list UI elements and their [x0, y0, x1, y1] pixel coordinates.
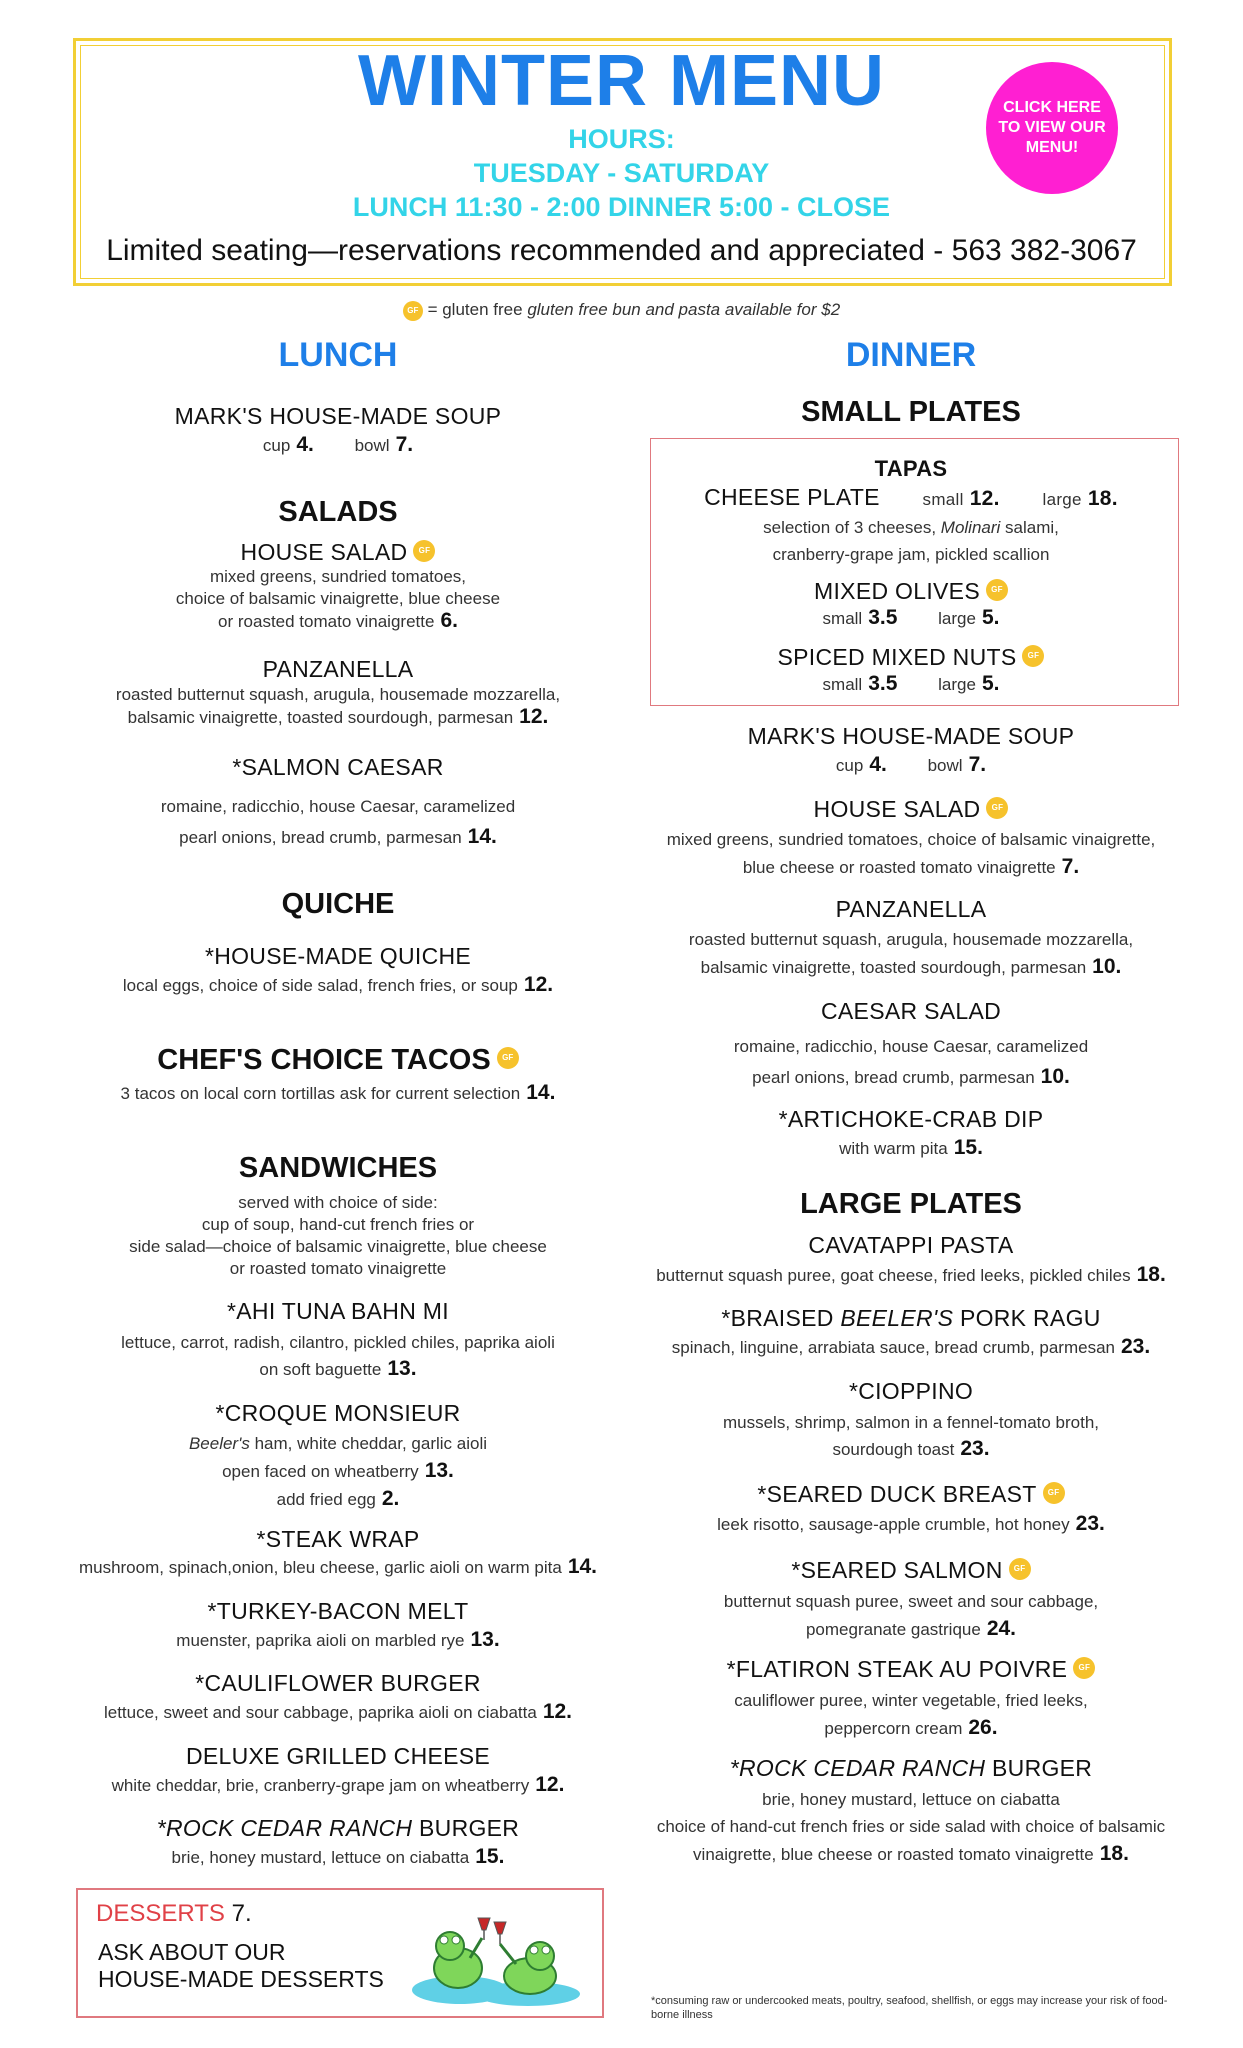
lunch-soup-name: MARK'S HOUSE-MADE SOUP	[174, 403, 502, 429]
duck-breast-desc: leek risotto, sausage-apple crumble, hot honey 23.	[717, 1512, 1105, 1535]
caesar-salad-desc: romaine, radicchio, house Caesar, caramelized pearl onions, bread crumb, parmesan 10.	[733, 1037, 1089, 1088]
grilled-cheese-desc: white cheddar, brie, cranberry-grape jam on wheatberry 12.	[111, 1773, 565, 1796]
quiche-heading: QUICHE	[281, 888, 395, 920]
view-menu-button[interactable]: CLICK HERE TO VIEW OUR MENU!	[986, 62, 1118, 194]
sandwiches-heading: SANDWICHES	[238, 1152, 438, 1184]
dinner-heading: DINNER	[845, 336, 977, 374]
desserts-text: ASK ABOUT OUR HOUSE-MADE DESSERTS	[98, 1939, 384, 1992]
gluten-free-icon: GF	[403, 301, 423, 321]
gluten-free-icon: GF	[1009, 1558, 1031, 1580]
lunch-house-salad-desc: mixed greens, sundried tomatoes, choice of balsamic vinaigrette, blue cheese or roasted tomato vinaigrette 6.	[175, 567, 501, 632]
lunch-panzanella-desc: roasted butternut squash, arugula, housemade mozzarella, balsamic vinaigrette, toasted sourdough, parmesan 12.	[115, 685, 561, 728]
caesar-salad-name: CAESAR SALAD	[821, 998, 1001, 1024]
seared-salmon-desc: butternut squash puree, sweet and sour cabbage, pomegranate gastrique 24.	[723, 1592, 1099, 1640]
food-safety-footnote: *consuming raw or undercooked meats, poultry, seafood, shellfish, or eggs may increase your risk of food-borne illness	[651, 1995, 1168, 2021]
gluten-free-icon: GF	[1073, 1657, 1095, 1679]
cheese-plate-line: CHEESE PLATE small 12. large 18.	[704, 484, 1118, 510]
page-title: WINTER MENU	[358, 41, 885, 121]
dinner-rock-burger-desc: brie, honey mustard, lettuce on ciabatta choice of hand-cut french fries or side salad with choice of balsamic vinaigrette, blue cheese or roasted tomato vinaigrette 18.	[656, 1790, 1166, 1865]
lunch-rock-burger-name: *ROCK CEDAR RANCH BURGER	[156, 1815, 520, 1841]
salmon-caesar-name: *SALMON CAESAR	[232, 754, 444, 780]
tacos-desc: 3 tacos on local corn tortillas ask for current selection 14.	[120, 1081, 556, 1104]
large-plates-heading: LARGE PLATES	[800, 1188, 1022, 1220]
duck-breast-name: *SEARED DUCK BREAST GF	[648, 1481, 1174, 1508]
tacos-heading: CHEF'S CHOICE TACOS GF	[84, 1044, 592, 1077]
turkey-melt-name: *TURKEY-BACON MELT	[207, 1598, 469, 1624]
cavatappi-desc: butternut squash puree, goat cheese, fried leeks, pickled chiles 18.	[656, 1263, 1166, 1286]
crab-dip-desc: with warm pita 15.	[839, 1136, 983, 1159]
ahi-tuna-name: *AHI TUNA BAHN MI	[227, 1298, 449, 1324]
small-plates-heading: SMALL PLATES	[801, 396, 1021, 428]
cheese-plate-desc: selection of 3 cheeses, Molinari salami, cranberry-grape jam, pickled scallion	[763, 518, 1059, 564]
dinner-house-salad-name: HOUSE SALAD GF	[648, 796, 1174, 823]
reservation-note: Limited seating—reservations recommended and appreciated - 563 382-3067	[106, 234, 1137, 267]
gf-label: = gluten free	[427, 300, 523, 319]
turkey-melt-desc: muenster, paprika aioli on marbled rye 13.	[176, 1628, 500, 1651]
mixed-nuts-name: SPICED MIXED NUTS GF	[648, 644, 1174, 671]
salads-heading: SALADS	[278, 496, 398, 528]
dinner-house-salad-desc: mixed greens, sundried tomatoes, choice of balsamic vinaigrette, blue cheese or roasted tomato vinaigrette 7.	[666, 830, 1156, 878]
dinner-rock-burger-name: *ROCK CEDAR RANCH BURGER	[729, 1755, 1093, 1781]
dinner-soup-name: MARK'S HOUSE-MADE SOUP	[747, 723, 1075, 749]
hours-label: HOURS:	[568, 124, 675, 154]
gluten-free-legend	[0, 300, 1243, 321]
grilled-cheese-name: DELUXE GRILLED CHEESE	[185, 1743, 491, 1769]
croque-name: *CROQUE MONSIEUR	[215, 1400, 461, 1426]
gluten-free-icon: GF	[986, 797, 1008, 819]
gluten-free-icon: GF	[1022, 645, 1044, 667]
cioppino-desc: mussels, shrimp, salmon in a fennel-tomato broth, sourdough toast 23.	[722, 1413, 1100, 1460]
crab-dip-name: *ARTICHOKE-CRAB DIP	[778, 1106, 1044, 1132]
gf-note: gluten free bun and pasta available for $2	[527, 300, 841, 319]
cauliflower-burger-name: *CAULIFLOWER BURGER	[195, 1670, 481, 1696]
gluten-free-icon: GF	[986, 579, 1008, 601]
mixed-olives-prices: small 3.5 large 5.	[822, 606, 1000, 629]
lunch-heading: LUNCH	[278, 336, 398, 374]
mixed-nuts-prices: small 3.5 large 5.	[822, 672, 1000, 695]
steak-wrap-desc: mushroom, spinach,onion, bleu cheese, garlic aioli on warm pita 14.	[78, 1555, 598, 1578]
cauliflower-burger-desc: lettuce, sweet and sour cabbage, paprika aioli on ciabatta 12.	[103, 1700, 573, 1723]
hours-days: TUESDAY - SATURDAY	[473, 158, 770, 188]
lunch-panzanella-name: PANZANELLA	[262, 656, 414, 682]
ahi-tuna-desc: lettuce, carrot, radish, cilantro, pickled chiles, paprika aioli on soft baguette 13.	[121, 1333, 555, 1380]
croque-desc: Beeler's ham, white cheddar, garlic aioli open faced on wheatberry 13. add fried egg 2.	[188, 1434, 488, 1510]
frogs-toasting-wine-illustration	[400, 1898, 590, 2008]
gluten-free-icon: GF	[413, 540, 435, 562]
mixed-olives-name: MIXED OLIVES GF	[648, 578, 1174, 605]
cavatappi-name: CAVATAPPI PASTA	[808, 1232, 1014, 1258]
desserts-title: DESSERTS 7.	[96, 1900, 252, 1927]
dinner-panzanella-desc: roasted butternut squash, arugula, housemade mozzarella, balsamic vinaigrette, toasted sourdough, parmesan 10.	[688, 930, 1134, 978]
cioppino-name: *CIOPPINO	[848, 1378, 974, 1404]
gluten-free-icon: GF	[497, 1047, 519, 1069]
quiche-desc: local eggs, choice of side salad, french fries, or soup 12.	[122, 973, 554, 996]
lunch-house-salad-name: HOUSE SALAD GF	[84, 539, 592, 566]
steak-wrap-name: *STEAK WRAP	[256, 1526, 420, 1552]
dinner-soup-prices: cup 4. bowl 7.	[835, 753, 987, 776]
sandwich-side-note: served with choice of side: cup of soup, hand-cut french fries or side salad—choice of balsamic vinaigrette, blue cheese or roasted tomato vinaigrette	[129, 1193, 547, 1278]
lunch-rock-burger-desc: brie, honey mustard, lettuce on ciabatta 15.	[171, 1845, 505, 1868]
salmon-caesar-desc: romaine, radicchio, house Caesar, caramelized pearl onions, bread crumb, parmesan 14.	[160, 797, 516, 848]
lunch-soup-prices: cup 4. bowl 7.	[262, 433, 414, 456]
flatiron-steak-desc: cauliflower puree, winter vegetable, fried leeks, peppercorn cream 26.	[734, 1691, 1088, 1739]
gluten-free-icon: GF	[1043, 1482, 1065, 1504]
pork-ragu-desc: spinach, linguine, arrabiata sauce, bread crumb, parmesan 23.	[671, 1335, 1151, 1358]
flatiron-steak-name: *FLATIRON STEAK AU POIVRE GF	[648, 1656, 1174, 1683]
dinner-panzanella-name: PANZANELLA	[835, 896, 987, 922]
tapas-heading: TAPAS	[874, 456, 948, 481]
quiche-name: *HOUSE-MADE QUICHE	[204, 943, 472, 969]
hours-times: LUNCH 11:30 - 2:00 DINNER 5:00 - CLOSE	[352, 192, 891, 222]
pork-ragu-name: *BRAISED BEELER'S PORK RAGU	[721, 1305, 1101, 1331]
seared-salmon-name: *SEARED SALMON GF	[648, 1557, 1174, 1584]
